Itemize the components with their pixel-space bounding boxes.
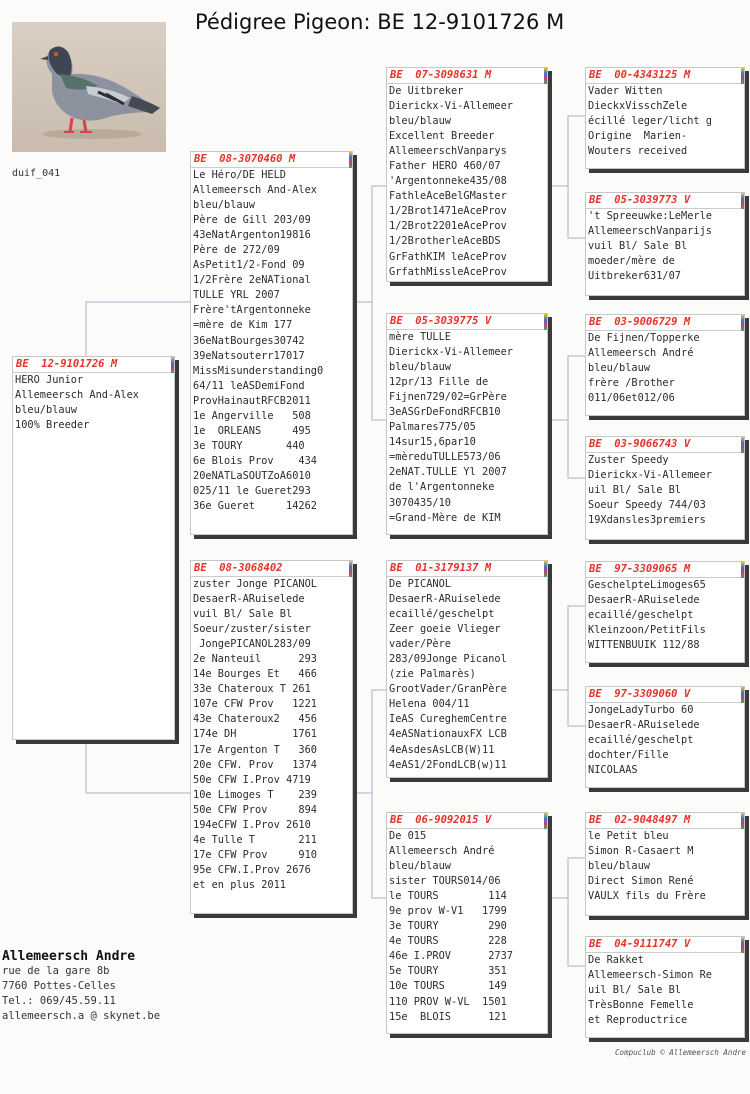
pedigree-line: DieckxVisschZele — [588, 100, 688, 113]
owner-phone: Tel.: 069/45.59.11 — [2, 995, 116, 1007]
pedigree-line: De Rakket — [588, 954, 644, 966]
owner-name: Allemeersch Andre — [2, 949, 136, 964]
ring-number: BE 97-3309060 V — [586, 687, 744, 703]
pedigree-line: mère TULLE — [389, 331, 451, 343]
pedigree-line: 4eASNationauxFX LCB — [389, 728, 507, 741]
pedigree-line: bleu/blauw — [389, 115, 451, 128]
pedigree-line: De 015 — [389, 830, 427, 842]
pedigree-line: bleu/blauw — [15, 404, 77, 417]
pedigree-line: 194eCFW I.Prov 2610 — [193, 818, 311, 831]
pedigree-line: De PICANOL — [389, 578, 451, 590]
granddam-maternal-card[interactable] — [386, 812, 548, 1034]
pedigree-line: bleu/blauw — [193, 199, 255, 212]
pedigree-line: De Fijnen/Topperke — [588, 332, 700, 344]
sire-card[interactable] — [190, 151, 353, 535]
pedigree-line: Origine Marien- — [588, 130, 688, 143]
pedigree-line: 15e BLOIS 121 — [389, 1010, 507, 1023]
pedigree-line: 14sur15,6par10 — [389, 436, 476, 449]
ring-number: BE 01-3179137 M — [387, 561, 547, 577]
sire-ring-number: BE 08-3070460 M — [191, 152, 352, 168]
ring-number: BE 03-9006729 M — [586, 315, 744, 331]
pedigree-line: 1e ORLEANS 495 — [193, 424, 311, 437]
photo-caption: duif_041 — [12, 168, 61, 179]
pedigree-line: et Reproductrice — [588, 1014, 688, 1027]
grandsire-paternal-card[interactable] — [386, 67, 548, 282]
pedigree-line: DesaerR-ARuiselede — [193, 593, 305, 606]
pedigree-line: bleu/blauw — [389, 860, 451, 873]
pedigree-line: GeschelpteLimoges65 — [588, 579, 706, 591]
pedigree-line: 3e TOURY 440 — [193, 439, 305, 452]
pedigree-line: et en plus 2011 — [193, 878, 286, 891]
pedigree-line: Uitbreker631/07 — [588, 270, 681, 283]
pedigree-line: 4eAsdesAsLCB(W)11 — [389, 743, 495, 756]
pedigree-line: DesaerR-ARuiselede — [389, 593, 501, 606]
pedigree-line: IeAS CureghemCentre — [389, 713, 507, 726]
pedigree-line: Father HERO 460/07 — [389, 160, 501, 173]
pedigree-line: 43e Chateroux2 456 — [193, 713, 317, 726]
pedigree-line: 283/09Jonge Picanol — [389, 653, 507, 666]
pedigree-line: AllemeerschVanparys — [389, 145, 507, 158]
pedigree-line: de l'Argentonneke — [389, 481, 495, 494]
owner-city: 7760 Pottes-Celles — [2, 980, 116, 992]
pedigree-line: Direct Simon René — [588, 875, 694, 888]
grandsire-maternal-card[interactable] — [386, 560, 548, 778]
pedigree-line: 3e TOURY 290 — [389, 920, 507, 933]
pedigree-line: ecaillé/geschelpt — [389, 608, 495, 621]
pedigree-line: Helena 004/11 — [389, 698, 470, 711]
pedigree-line: ecaillé/geschelpt — [588, 734, 694, 747]
pedigree-line: le Petit bleu — [588, 830, 669, 842]
pedigree-line: le TOURS 114 — [389, 890, 507, 903]
pedigree-line: 50e CFW I.Prov 4719 — [193, 773, 311, 786]
pedigree-line: zuster Jonge PICANOL — [193, 578, 317, 590]
pedigree-line: 19Xdansles3premiers — [588, 514, 706, 527]
pigeon-image — [12, 22, 166, 152]
pedigree-line: 174e DH 1761 — [193, 728, 317, 741]
pedigree-line: 't Spreeuwke:LeMerle — [588, 210, 712, 222]
pedigree-line: 1e Angerville 508 — [193, 409, 311, 422]
pedigree-line: bleu/blauw — [588, 362, 650, 375]
pedigree-line: Zeer goeie Vlieger — [389, 623, 501, 636]
great-grandparent-card[interactable] — [585, 314, 745, 416]
pedigree-line: Soeur/zuster/sister — [193, 623, 311, 636]
pedigree-line: JongeLadyTurbo 60 — [588, 704, 694, 716]
pedigree-line: Allemeersch André — [389, 845, 495, 858]
ring-number: BE 06-9092015 V — [387, 813, 547, 829]
pedigree-line: ProvHainautRFCB2011 — [193, 394, 311, 407]
pedigree-line: Allemeersch-Simon Re — [588, 969, 712, 982]
pedigree-line: 2eNAT.TULLE Yl 2007 — [389, 466, 507, 479]
pedigree-line: Soeur Speedy 744/03 — [588, 499, 706, 512]
pedigree-line: Dierickx-Vi-Allemeer — [588, 469, 712, 482]
pedigree-line: 17e Argenton T 360 — [193, 743, 317, 756]
pedigree-line: AsPetit1/2-Fond 09 — [193, 259, 305, 272]
pedigree-line: Fijnen729/02=GrPère — [389, 391, 507, 404]
pedigree-line: 39eNatsouterr17017 — [193, 349, 305, 362]
pedigree-line: Palmares775/05 — [389, 421, 476, 434]
pedigree-line: 3070435/10 — [389, 496, 451, 509]
pedigree-line: Père de 272/09 — [193, 244, 280, 257]
pedigree-line: DesaerR-ARuiselede — [588, 594, 700, 607]
pedigree-line: GrootVader/GranPère — [389, 683, 507, 696]
pedigree-line: 011/06et012/06 — [588, 392, 675, 405]
great-grandparent-card[interactable] — [585, 436, 745, 540]
pedigree-line: AllemeerschVanparijs — [588, 225, 712, 238]
pedigree-line: bleu/blauw — [588, 860, 650, 873]
great-grandparent-card[interactable] — [585, 936, 745, 1038]
pedigree-line: 'Argentonneke435/08 — [389, 175, 507, 188]
ring-number: BE 00-4343125 M — [586, 68, 744, 84]
ring-number: BE 04-9111747 V — [586, 937, 744, 953]
pedigree-line: Excellent Breeder — [389, 130, 495, 143]
ring-number: BE 05-3039775 V — [387, 314, 547, 330]
pedigree-line: GrFathKIM leAceProv — [389, 250, 507, 263]
pedigree-line: 20eNATLaSOUTZoA6010 — [193, 469, 311, 482]
pedigree-line: 4e Tulle T 211 — [193, 833, 317, 846]
pedigree-line: Allemeersch André — [588, 347, 694, 360]
pedigree-line: 2e Nanteuil 293 — [193, 653, 317, 666]
pedigree-line: dochter/Fille — [588, 749, 669, 762]
pedigree-line: 17e CFW Prov 910 — [193, 848, 317, 861]
pedigree-line: 33e Chateroux T 261 — [193, 683, 311, 696]
pedigree-line: GrfathMissleAceProv — [389, 265, 507, 278]
pedigree-line: 100% Breeder — [15, 419, 90, 432]
pedigree-line: frère /Brother — [588, 377, 675, 390]
ring-number: BE 02-9048497 M — [586, 813, 744, 829]
pedigree-line: 1/2Frère 2eNATional — [193, 274, 311, 287]
pedigree-line: vader/Père — [389, 638, 451, 651]
pedigree-line: 43eNatArgenton19816 — [193, 229, 311, 242]
page-title: Pédigree Pigeon: BE 12-9101726 M — [195, 10, 565, 34]
pedigree-line: moeder/mère de — [588, 255, 675, 268]
pedigree-line: Simon R-Casaert M — [588, 845, 694, 858]
ring-number: BE 97-3309065 M — [586, 562, 744, 578]
pedigree-line: 1/2Brot1471eAceProv — [389, 205, 507, 218]
pedigree-line: Dierickx-Vi-Allemeer — [389, 346, 513, 359]
pedigree-line: Dierickx-Vi-Allemeer — [389, 100, 513, 113]
pedigree-line: DesaerR-ARuiselede — [588, 719, 700, 732]
pedigree-line: 20e CFW. Prov 1374 — [193, 758, 317, 771]
pedigree-line: Frère'tArgentonneke — [193, 304, 311, 317]
pedigree-line: 36e Gueret 14262 — [193, 500, 317, 513]
pedigree-line: 10e Limoges T 239 — [193, 788, 317, 801]
pedigree-line: =mère de Kim 177 — [193, 319, 293, 332]
pedigree-line: 4e TOURS 228 — [389, 935, 507, 948]
pedigree-line: MissMisunderstanding0 — [193, 364, 324, 377]
great-grandparent-card[interactable] — [585, 812, 745, 916]
pedigree-line: uil Bl/ Sale Bl — [588, 484, 681, 497]
great-grandparent-card[interactable] — [585, 686, 745, 788]
pedigree-line: 64/11 leASDemiFond — [193, 379, 305, 392]
pedigree-line: Le Héro/DE HELD — [193, 169, 286, 181]
pedigree-line: VAULX fils du Frère — [588, 890, 706, 903]
dam-card[interactable] — [190, 560, 353, 914]
pedigree-line: 025/11 le Gueret293 — [193, 484, 311, 497]
pedigree-line: Père de Gill 203/09 — [193, 214, 311, 227]
owner-address: rue de la gare 8b — [2, 965, 110, 977]
pedigree-line: NICOLAAS — [588, 764, 638, 777]
owner-info — [2, 949, 160, 1024]
pedigree-line: 107e CFW Prov 1221 — [193, 698, 317, 711]
pedigree-line: 6e Blois Prov 434 — [193, 454, 317, 467]
owner-email: allemeersch.a @ skynet.be — [2, 1010, 161, 1022]
pedigree-line: 10e TOURS 149 — [389, 980, 507, 993]
pedigree-line: vuil Bl/ Sale Bl — [588, 240, 688, 253]
footer-credit: Compuclub © Allemeersch Andre — [615, 1048, 746, 1057]
pedigree-line: TrèsBonne Femelle — [588, 999, 694, 1012]
ring-number: BE 07-3098631 M — [387, 68, 547, 84]
pedigree-line: 1/2Brot2201eAceProv — [389, 220, 507, 233]
pedigree-line: Wouters received — [588, 145, 688, 158]
pedigree-line: Allemeersch And-Alex — [193, 184, 317, 197]
pedigree-line: 4eAS1/2FondLCB(w)11 — [389, 758, 507, 771]
pedigree-line: Vader Witten — [588, 85, 663, 97]
pedigree-line: 46e I.PROV 2737 — [389, 950, 513, 963]
dam-ring-number: BE 08-3068402 — [191, 561, 352, 577]
pedigree-line: 95e CFW.I.Prov 2676 — [193, 863, 311, 876]
pedigree-line: 50e CFW Prov 894 — [193, 803, 317, 816]
pedigree-line: 3eASGrDeFondRFCB10 — [389, 406, 501, 419]
subject-ring-number: BE 12-9101726 M — [13, 357, 174, 373]
pedigree-line: =mèreduTULLE573/06 — [389, 451, 501, 464]
pedigree-line: WITTENBUUIK 112/88 — [588, 639, 700, 652]
ring-number: BE 05-3039773 V — [586, 193, 744, 209]
pedigree-line: sister TOURS014/06 — [389, 875, 501, 888]
pedigree-line: 5e TOURY 351 — [389, 965, 507, 978]
pedigree-line: vuil Bl/ Sale Bl — [193, 608, 293, 621]
pedigree-line: écillé leger/licht g — [588, 115, 712, 128]
pedigree-line: Allemeersch And-Alex — [15, 389, 139, 402]
pedigree-line: JongePICANOL283/09 — [193, 638, 311, 651]
ring-number: BE 03-9066743 V — [586, 437, 744, 453]
pedigree-line: bleu/blauw — [389, 361, 451, 374]
pedigree-line: De Uitbreker — [389, 85, 464, 97]
pedigree-line: uil Bl/ Sale Bl — [588, 984, 681, 997]
pedigree-line: 110 PROV W-VL 1501 — [389, 995, 507, 1008]
pedigree-line: TULLE YRL 2007 — [193, 289, 280, 302]
pedigree-line: 14e Bourges Et 466 — [193, 668, 317, 681]
pigeon-photo — [12, 22, 166, 152]
pedigree-line: 1/2BrotherleAceBDS — [389, 235, 501, 248]
pedigree-line: 9e prov W-V1 1799 — [389, 905, 507, 918]
pedigree-line: Kleinzoon/PetitFils — [588, 624, 706, 637]
pedigree-line: HERO Junior — [15, 374, 84, 386]
pedigree-line: Zuster Speedy — [588, 454, 669, 466]
pedigree-line: (zie Palmarès) — [389, 668, 476, 681]
pedigree-line: FathleAceBelGMaster — [389, 190, 507, 203]
subject-pigeon-card[interactable] — [12, 356, 175, 740]
pedigree-line: 12pr/13 Fille de — [389, 376, 489, 389]
great-grandparent-card[interactable] — [585, 561, 745, 663]
pedigree-line: =Grand-Mère de KIM — [389, 511, 501, 524]
great-grandparent-card[interactable] — [585, 67, 745, 169]
great-grandparent-card[interactable] — [585, 192, 745, 296]
granddam-paternal-card[interactable] — [386, 313, 548, 535]
pedigree-line: ecaillé/geschelpt — [588, 609, 694, 622]
pedigree-line: 36eNatBourges30742 — [193, 334, 305, 347]
